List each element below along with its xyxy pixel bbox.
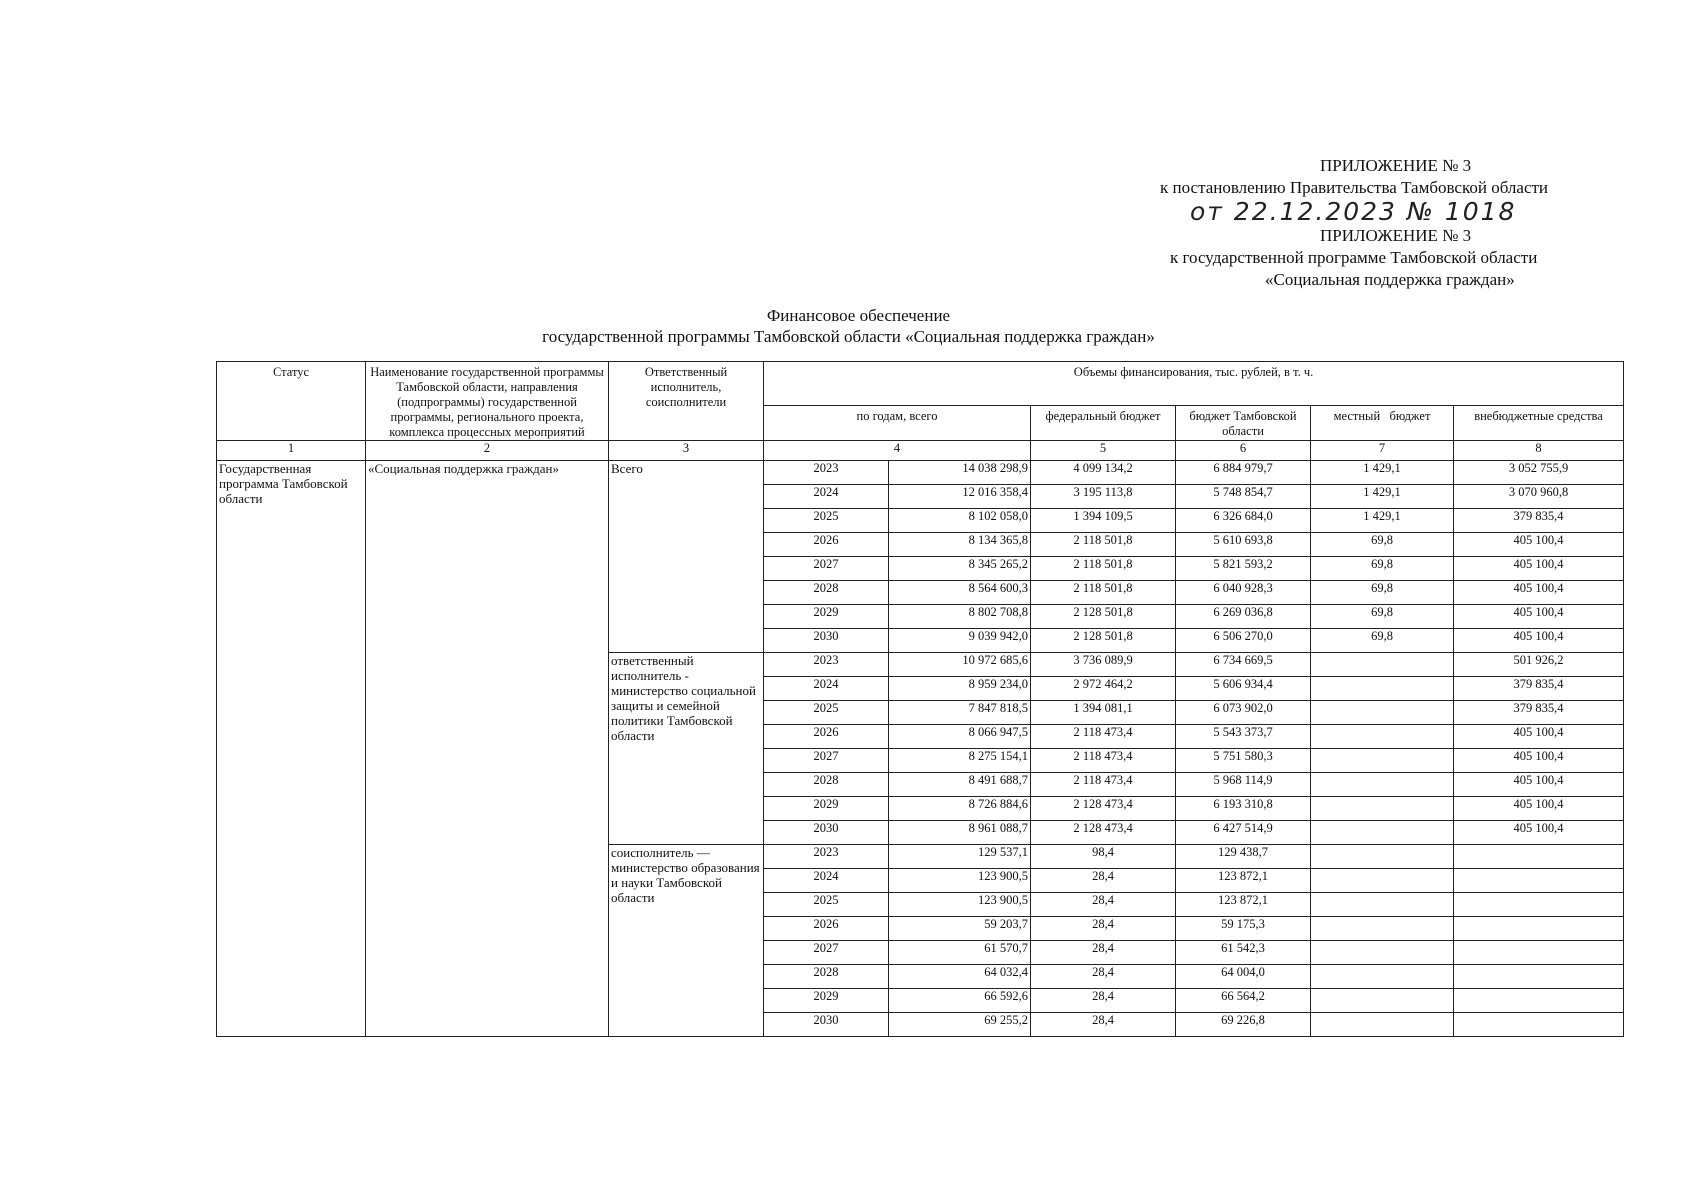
year-cell: 2025 xyxy=(764,893,889,917)
value-cell: 3 736 089,9 xyxy=(1031,653,1176,677)
value-cell: 3 195 113,8 xyxy=(1031,485,1176,509)
value-cell: 2 118 473,4 xyxy=(1031,725,1176,749)
value-cell: 69,8 xyxy=(1311,581,1454,605)
year-cell: 2030 xyxy=(764,1013,889,1037)
value-cell: 2 118 473,4 xyxy=(1031,773,1176,797)
value-cell: 64 004,0 xyxy=(1176,965,1311,989)
value-cell: 12 016 358,4 xyxy=(889,485,1031,509)
header-status: Статус xyxy=(217,362,366,441)
value-cell: 8 959 234,0 xyxy=(889,677,1031,701)
column-numbers-row xyxy=(217,441,1624,461)
value-cell: 5 968 114,9 xyxy=(1176,773,1311,797)
value-cell xyxy=(1311,653,1454,677)
year-cell: 2029 xyxy=(764,605,889,629)
value-cell: 4 099 134,2 xyxy=(1031,461,1176,485)
value-cell: 1 429,1 xyxy=(1311,461,1454,485)
value-cell xyxy=(1454,965,1624,989)
value-cell: 405 100,4 xyxy=(1454,629,1624,653)
value-cell: 8 802 708,8 xyxy=(889,605,1031,629)
value-cell: 5 751 580,3 xyxy=(1176,749,1311,773)
value-cell xyxy=(1311,989,1454,1013)
header-responsible: Ответственный исполнитель, соисполнители xyxy=(609,362,764,441)
value-cell: 405 100,4 xyxy=(1454,821,1624,845)
year-cell: 2026 xyxy=(764,725,889,749)
appendix-label-2: ПРИЛОЖЕНИЕ № 3 xyxy=(1320,226,1472,245)
year-cell: 2027 xyxy=(764,557,889,581)
value-cell: 6 506 270,0 xyxy=(1176,629,1311,653)
value-cell xyxy=(1454,893,1624,917)
value-cell: 3 070 960,8 xyxy=(1454,485,1624,509)
value-cell: 6 326 684,0 xyxy=(1176,509,1311,533)
value-cell: 61 542,3 xyxy=(1176,941,1311,965)
header-extrabudgetary: внебюджетные средства xyxy=(1454,406,1624,441)
handwritten-date-number: от 22.12.2023 № 1018 xyxy=(1190,197,1517,226)
value-cell: 6 884 979,7 xyxy=(1176,461,1311,485)
value-cell xyxy=(1454,845,1624,869)
value-cell: 501 926,2 xyxy=(1454,653,1624,677)
value-cell: 28,4 xyxy=(1031,869,1176,893)
value-cell xyxy=(1311,1013,1454,1037)
value-cell: 2 128 501,8 xyxy=(1031,605,1176,629)
value-cell: 123 872,1 xyxy=(1176,869,1311,893)
value-cell: 5 610 693,8 xyxy=(1176,533,1311,557)
value-cell: 61 570,7 xyxy=(889,941,1031,965)
title-line-1: Финансовое обеспечение xyxy=(766,306,951,325)
value-cell: 123 900,5 xyxy=(889,893,1031,917)
year-cell: 2030 xyxy=(764,629,889,653)
year-cell: 2023 xyxy=(764,653,889,677)
value-cell: 2 128 501,8 xyxy=(1031,629,1176,653)
value-cell xyxy=(1311,917,1454,941)
value-cell: 5 543 373,7 xyxy=(1176,725,1311,749)
value-cell: 2 118 501,8 xyxy=(1031,581,1176,605)
table-row xyxy=(217,461,1624,485)
value-cell: 3 052 755,9 xyxy=(1454,461,1624,485)
value-cell: 9 039 942,0 xyxy=(889,629,1031,653)
value-cell xyxy=(1454,989,1624,1013)
value-cell: 5 606 934,4 xyxy=(1176,677,1311,701)
value-cell: 28,4 xyxy=(1031,1013,1176,1037)
status-cell: Государственная программа Тамбовской области xyxy=(217,461,366,1037)
value-cell: 8 275 154,1 xyxy=(889,749,1031,773)
program-name-reference: «Социальная поддержка граждан» xyxy=(1265,270,1515,289)
header-federal: федеральный бюджет xyxy=(1031,406,1176,441)
value-cell: 129 438,7 xyxy=(1176,845,1311,869)
value-cell: 405 100,4 xyxy=(1454,605,1624,629)
value-cell: 405 100,4 xyxy=(1454,773,1624,797)
value-cell: 8 491 688,7 xyxy=(889,773,1031,797)
value-cell xyxy=(1311,965,1454,989)
value-cell: 379 835,4 xyxy=(1454,509,1624,533)
value-cell xyxy=(1454,1013,1624,1037)
value-cell: 6 040 928,3 xyxy=(1176,581,1311,605)
year-cell: 2028 xyxy=(764,581,889,605)
year-cell: 2023 xyxy=(764,461,889,485)
value-cell xyxy=(1454,869,1624,893)
year-cell: 2025 xyxy=(764,509,889,533)
year-cell: 2028 xyxy=(764,773,889,797)
executor-cell: ответственный исполнитель - министерство социальной защиты и семейной политики Тамбовской области xyxy=(609,653,764,845)
appendix-label: ПРИЛОЖЕНИЕ № 3 xyxy=(1320,156,1472,175)
year-cell: 2027 xyxy=(764,749,889,773)
value-cell: 405 100,4 xyxy=(1454,533,1624,557)
value-cell: 5 821 593,2 xyxy=(1176,557,1311,581)
value-cell: 59 203,7 xyxy=(889,917,1031,941)
value-cell: 2 972 464,2 xyxy=(1031,677,1176,701)
year-cell: 2029 xyxy=(764,797,889,821)
value-cell: 6 193 310,8 xyxy=(1176,797,1311,821)
year-cell: 2026 xyxy=(764,917,889,941)
document-header xyxy=(1130,155,1590,291)
value-cell: 6 427 514,9 xyxy=(1176,821,1311,845)
value-cell: 2 128 473,4 xyxy=(1031,797,1176,821)
header-volumes: Объемы финансирования, тыс. рублей, в т. ч. xyxy=(764,362,1624,406)
value-cell: 405 100,4 xyxy=(1454,557,1624,581)
value-cell xyxy=(1454,941,1624,965)
value-cell: 8 726 884,6 xyxy=(889,797,1031,821)
value-cell: 2 118 501,8 xyxy=(1031,533,1176,557)
year-cell: 2027 xyxy=(764,941,889,965)
title-line-2: государственной программы Тамбовской области «Социальная поддержка граждан» xyxy=(542,327,1155,346)
value-cell: 1 429,1 xyxy=(1311,509,1454,533)
value-cell: 8 134 365,8 xyxy=(889,533,1031,557)
year-cell: 2026 xyxy=(764,533,889,557)
value-cell: 69 255,2 xyxy=(889,1013,1031,1037)
value-cell: 14 038 298,9 xyxy=(889,461,1031,485)
value-cell: 8 564 600,3 xyxy=(889,581,1031,605)
value-cell: 64 032,4 xyxy=(889,965,1031,989)
value-cell: 59 175,3 xyxy=(1176,917,1311,941)
year-cell: 2023 xyxy=(764,845,889,869)
column-number: 6 xyxy=(1176,441,1311,461)
value-cell xyxy=(1311,821,1454,845)
value-cell: 8 961 088,7 xyxy=(889,821,1031,845)
value-cell: 5 748 854,7 xyxy=(1176,485,1311,509)
column-number: 8 xyxy=(1454,441,1624,461)
value-cell xyxy=(1454,917,1624,941)
value-cell: 6 734 669,5 xyxy=(1176,653,1311,677)
value-cell xyxy=(1311,845,1454,869)
header-row xyxy=(217,362,1624,406)
value-cell: 405 100,4 xyxy=(1454,797,1624,821)
header-local: местный бюджет xyxy=(1311,406,1454,441)
value-cell: 8 345 265,2 xyxy=(889,557,1031,581)
year-cell: 2024 xyxy=(764,485,889,509)
value-cell: 10 972 685,6 xyxy=(889,653,1031,677)
year-cell: 2029 xyxy=(764,989,889,1013)
value-cell: 1 394 081,1 xyxy=(1031,701,1176,725)
value-cell xyxy=(1311,677,1454,701)
header-program-name: Наименование государственной программы Тамбовской области, направления (подпрограммы) государственной программы, регионального проекта, комплекса процессных мероприятий xyxy=(366,362,609,441)
value-cell: 2 128 473,4 xyxy=(1031,821,1176,845)
column-number: 7 xyxy=(1311,441,1454,461)
value-cell: 405 100,4 xyxy=(1454,749,1624,773)
value-cell: 8 102 058,0 xyxy=(889,509,1031,533)
value-cell xyxy=(1311,869,1454,893)
value-cell xyxy=(1311,701,1454,725)
value-cell: 379 835,4 xyxy=(1454,701,1624,725)
value-cell: 28,4 xyxy=(1031,893,1176,917)
value-cell: 129 537,1 xyxy=(889,845,1031,869)
year-cell: 2030 xyxy=(764,821,889,845)
value-cell xyxy=(1311,941,1454,965)
value-cell: 28,4 xyxy=(1031,965,1176,989)
value-cell: 405 100,4 xyxy=(1454,725,1624,749)
column-number: 3 xyxy=(609,441,764,461)
column-number: 2 xyxy=(366,441,609,461)
year-cell: 2028 xyxy=(764,965,889,989)
column-number: 5 xyxy=(1031,441,1176,461)
value-cell: 1 394 109,5 xyxy=(1031,509,1176,533)
column-number: 4 xyxy=(764,441,1031,461)
header-regional: бюджет Тамбовской области xyxy=(1176,406,1311,441)
value-cell: 8 066 947,5 xyxy=(889,725,1031,749)
value-cell: 7 847 818,5 xyxy=(889,701,1031,725)
value-cell: 98,4 xyxy=(1031,845,1176,869)
value-cell xyxy=(1311,725,1454,749)
value-cell xyxy=(1311,749,1454,773)
value-cell: 123 872,1 xyxy=(1176,893,1311,917)
program-name-cell: «Социальная поддержка граждан» xyxy=(366,461,609,1037)
financing-table xyxy=(216,361,1624,1037)
value-cell xyxy=(1311,797,1454,821)
value-cell: 28,4 xyxy=(1031,989,1176,1013)
year-cell: 2025 xyxy=(764,701,889,725)
document-title xyxy=(0,305,1697,347)
value-cell: 28,4 xyxy=(1031,917,1176,941)
value-cell: 28,4 xyxy=(1031,941,1176,965)
executor-cell: соисполнитель — министерство образования и науки Тамбовской области xyxy=(609,845,764,1037)
year-cell: 2024 xyxy=(764,677,889,701)
value-cell: 69 226,8 xyxy=(1176,1013,1311,1037)
value-cell: 69,8 xyxy=(1311,629,1454,653)
value-cell: 1 429,1 xyxy=(1311,485,1454,509)
value-cell xyxy=(1311,893,1454,917)
year-cell: 2024 xyxy=(764,869,889,893)
executor-cell: Всего xyxy=(609,461,764,653)
value-cell: 69,8 xyxy=(1311,533,1454,557)
header-total-by-year: по годам, всего xyxy=(764,406,1031,441)
resolution-reference: к постановлению Правительства Тамбовской области xyxy=(1160,178,1549,197)
value-cell: 69,8 xyxy=(1311,605,1454,629)
value-cell: 123 900,5 xyxy=(889,869,1031,893)
value-cell: 66 564,2 xyxy=(1176,989,1311,1013)
value-cell: 2 118 473,4 xyxy=(1031,749,1176,773)
value-cell: 6 073 902,0 xyxy=(1176,701,1311,725)
value-cell: 405 100,4 xyxy=(1454,581,1624,605)
value-cell: 6 269 036,8 xyxy=(1176,605,1311,629)
value-cell: 69,8 xyxy=(1311,557,1454,581)
value-cell xyxy=(1311,773,1454,797)
program-reference: к государственной программе Тамбовской области xyxy=(1170,248,1538,267)
value-cell: 379 835,4 xyxy=(1454,677,1624,701)
value-cell: 2 118 501,8 xyxy=(1031,557,1176,581)
column-number: 1 xyxy=(217,441,366,461)
value-cell: 66 592,6 xyxy=(889,989,1031,1013)
